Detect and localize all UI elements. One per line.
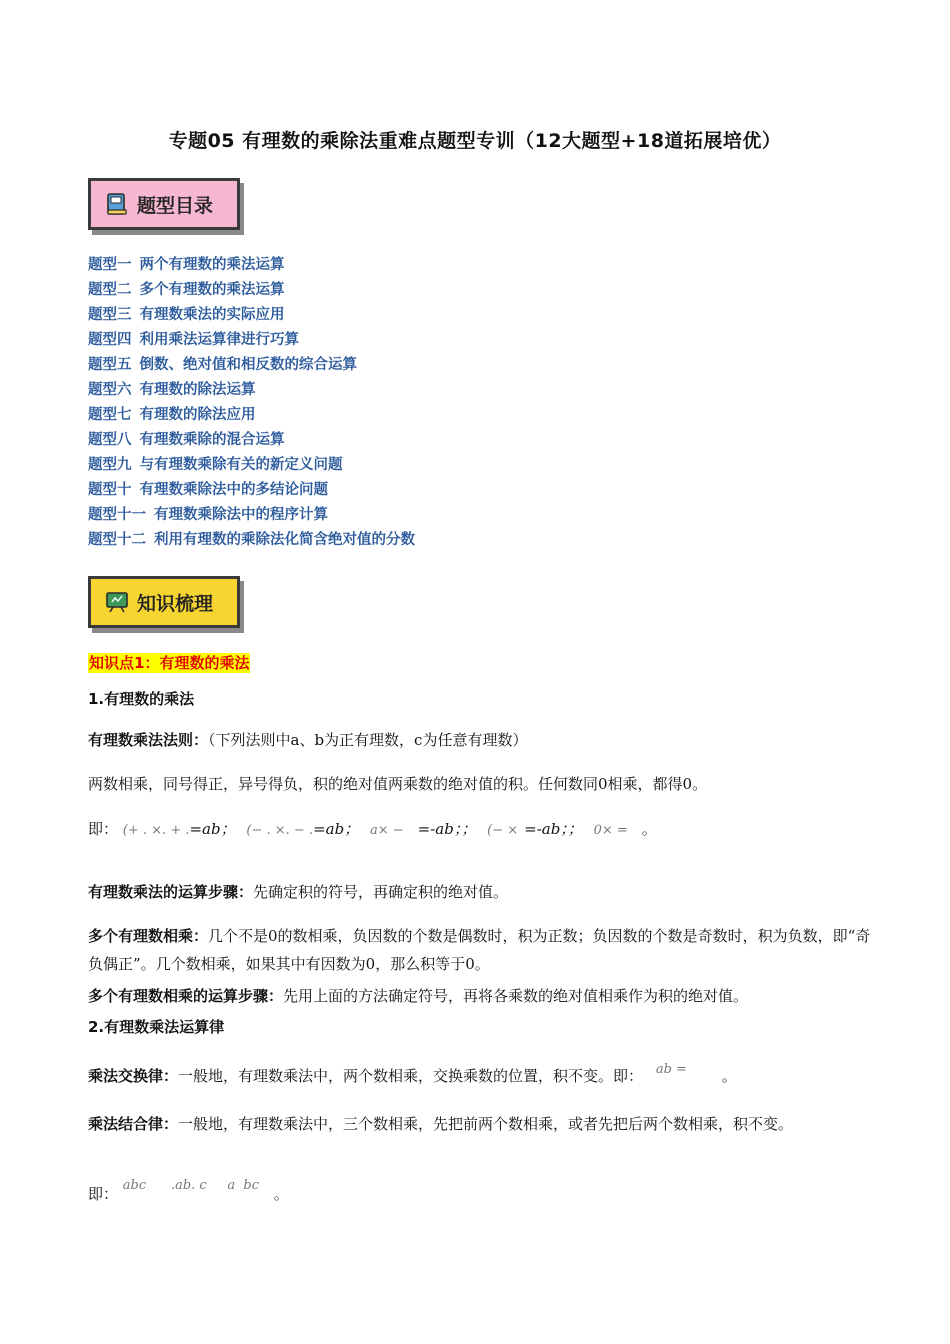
toc-banner-label: 题型目录 — [137, 194, 214, 217]
associative-paragraph: 乘法结合律：一般地，有理数乘法中，三个数相乘，先把前两个数相乘，或者先把后两个数相乘，积不变。 — [88, 1115, 794, 1133]
toc-item[interactable]: 题型二 多个有理数的乘法运算 — [88, 282, 285, 298]
toc-item[interactable]: 题型一 两个有理数的乘法运算 — [88, 257, 285, 273]
toc-item[interactable]: 题型四 利用乘法运算律进行巧算 — [88, 332, 299, 348]
toc-item[interactable]: 题型六 有理数的除法运算 — [88, 382, 256, 398]
multi-steps-paragraph: 多个有理数相乘的运算步骤：先用上面的方法确定符号，再将各乘数的绝对值相乘作为积的绝对值。 — [88, 987, 749, 1005]
toc-item[interactable]: 题型八 有理数乘除的混合运算 — [88, 432, 285, 448]
multi-paragraph: 多个有理数相乘：几个不是0的数相乘，负因数的个数是偶数时，积为正数；负因数的个数是奇数时，积为负数，即“奇负偶正”。几个数相乘，如果其中有因数为0，那么积等于0。 — [88, 927, 871, 973]
knowledge-point-heading: 知识点1：有理数的乘法 — [89, 654, 250, 672]
multiplication-formula: 即： (+ . ×. + .=ab； (− . ×. − .=ab； a× − =-ab；； (− × =-ab；； 0× = 。 — [88, 820, 657, 838]
commutative-paragraph: 乘法交换律：一般地，有理数乘法中，两个数相乘，交换乘数的位置，积不变。即： ab = 。 — [88, 1062, 737, 1085]
toc-list — [88, 253, 415, 553]
book-icon — [105, 192, 129, 216]
toc-item[interactable]: 题型五 倒数、绝对值和相反数的综合运算 — [88, 357, 357, 373]
toc-item[interactable]: 题型七 有理数的除法应用 — [88, 407, 256, 423]
rule-body: 两数相乘，同号得正，异号得负，积的绝对值两乘数的绝对值的积。任何数同0相乘，都得0。 — [88, 775, 708, 793]
toc-item[interactable]: 题型十二 利用有理数的乘除法化简含绝对值的分数 — [88, 532, 415, 548]
rule-paragraph: 有理数乘法法则：（下列法则中a、b为正有理数，c为任意有理数） — [88, 731, 528, 749]
knowledge-banner-label: 知识梳理 — [137, 592, 214, 615]
associative-formula: 即： abc .ab. c a bc 。 — [88, 1178, 289, 1203]
toc-banner — [88, 178, 240, 230]
section-heading: 1.有理数的乘法 — [88, 690, 195, 708]
toc-item[interactable]: 题型九 与有理数乘除有关的新定义问题 — [88, 457, 343, 473]
page-title: 专题05 有理数的乘除法重难点题型专训（12大题型+18道拓展培优） — [168, 130, 782, 152]
toc-item[interactable]: 题型十一 有理数乘除法中的程序计算 — [88, 507, 328, 523]
toc-item[interactable]: 题型三 有理数乘法的实际应用 — [88, 307, 285, 323]
knowledge-banner — [88, 576, 240, 628]
steps-paragraph: 有理数乘法的运算步骤：先确定积的符号，再确定积的绝对值。 — [88, 883, 509, 901]
blackboard-icon — [105, 590, 129, 614]
toc-item[interactable]: 题型十 有理数乘除法中的多结论问题 — [88, 482, 328, 498]
section-heading: 2.有理数乘法运算律 — [88, 1018, 225, 1036]
